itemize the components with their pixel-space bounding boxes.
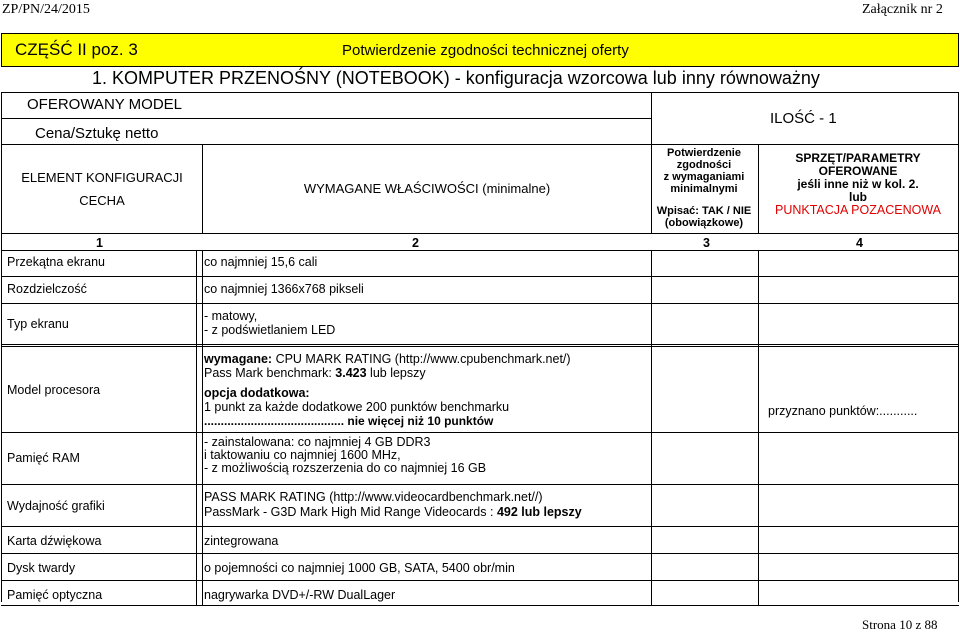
document-reference: ZP/PN/24/2015 [2,2,90,17]
divider [1,605,959,606]
divider [1,432,959,433]
part-label: CZĘŚĆ II poz. 3 [15,40,138,59]
band-title: Potwierdzenie zgodności technicznej oferty [342,42,629,59]
divider [1,484,959,485]
row-value-screen-type: - matowy, - z podświetlaniem LED [204,309,336,337]
divider [1,553,959,554]
divider [1,580,959,581]
scoring-label: PUNKTACJA POZACENOWA [775,203,941,217]
row-value-resolution: co najmniej 1366x768 pikseli [204,282,364,296]
row-value-ram: - zainstalowana: co najmniej 4 GB DDR3 i taktowaniu co najmniej 1600 MHz, - z możliwością rozszerzenia do co najmniej 16 GB [204,435,487,475]
column-number-3: 3 [703,236,710,250]
row-value-audio: zintegrowana [204,534,279,548]
page-title: 1. KOMPUTER PRZENOŚNY (NOTEBOOK) - konfiguracja wzorcowa lub inny równoważny [92,68,820,88]
divider [196,250,197,605]
row-value-gpu: PASS MARK RATING (http://www.videocardbenchmark.net//) PassMark - G3D Mark High Mid Range Videocards : 492 lub lepszy [204,490,582,519]
divider [1,276,959,277]
row-label-gpu: Wydajność grafiki [7,499,105,513]
column-number-2: 2 [412,236,419,250]
divider [958,33,959,66]
awarded-points-field[interactable]: przyznano punktów:........... [768,404,918,418]
divider [1,92,959,93]
page-number: Strona 10 z 88 [862,617,938,632]
row-label-audio: Karta dźwiękowa [7,534,102,548]
divider [202,250,203,605]
divider [651,144,652,233]
row-value-optical: nagrywarka DVD+/-RW DualLager [204,588,396,602]
row-label-disk: Dysk twardy [7,561,76,575]
divider [1,233,959,234]
divider [1,33,959,34]
divider [1,144,959,145]
divider [1,344,959,345]
column-element-header: ELEMENT KONFIGURACJI [21,170,183,185]
divider [758,144,759,233]
row-label-ram: Pamięć RAM [7,451,80,465]
divider [651,250,652,605]
offered-model-label: OFEROWANY MODEL [27,96,183,113]
column-feature-header: CECHA [79,193,125,208]
divider [758,250,759,605]
row-value-cpu: wymagane: CPU MARK RATING (http://www.cpubenchmark.net/) Pass Mark benchmark: 3.423 lub lepszy opcja dodatkowa: 1 punkt za każde dodatkowe 200 punktów benchmarku .......................................... nie więcej niż 10 punktów [204,352,571,428]
row-label-screen-size: Przekątna ekranu [7,255,105,269]
price-label: Cena/Sztukę netto [35,125,159,142]
column-confirm-header: Potwierdzenie zgodności z wymaganiami minimalnymi Wpisać: TAK / NIE (obowiązkowe) [656,147,752,229]
divider [1,526,959,527]
divider [202,144,203,233]
row-label-screen-type: Typ ekranu [7,317,69,331]
quantity-label: ILOŚĆ - 1 [770,110,837,127]
divider [1,303,959,304]
divider [1,346,959,347]
divider [1,250,959,251]
row-value-disk: o pojemności co najmniej 1000 GB, SATA, 5400 obr/min [204,561,515,575]
column-offered-header: SPRZĘT/PARAMETRY OFEROWANE jeśli inne niż w kol. 2. lub PUNKTACJA POZACENOWA [758,152,958,217]
row-label-resolution: Rozdzielczość [7,282,87,296]
column-number-4: 4 [856,236,863,250]
divider [1,118,651,119]
row-value-screen-size: co najmniej 15,6 cali [204,255,318,269]
divider [1,66,959,67]
divider [651,92,652,144]
column-number-1: 1 [96,236,103,250]
row-label-optical: Pamięć optyczna [7,588,103,602]
attachment-number: Załącznik nr 2 [862,2,943,17]
column-requirements-header: WYMAGANE WŁAŚCIWOŚCI (minimalne) [303,181,551,196]
row-label-cpu: Model procesora [7,383,101,397]
divider [1,33,2,66]
